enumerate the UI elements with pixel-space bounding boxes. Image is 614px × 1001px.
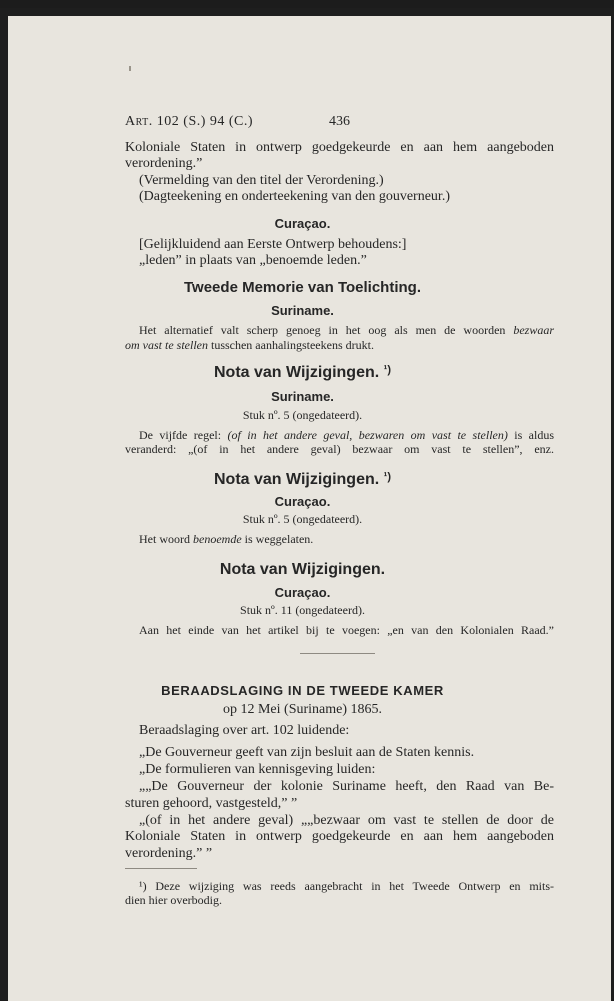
footnote-line: ¹) Deze wijziging was reeds aangebracht in het Tweede Ontwerp en mits-: [139, 879, 554, 893]
section-date: op 12 Mei (Suriname) 1865.: [222, 702, 383, 717]
document-reference: Stuk nº. 5 (ongedateerd).: [242, 512, 363, 526]
body-line: sturen gehoord, vastgesteld,” ”: [125, 796, 298, 811]
body-line: Beraadslaging over art. 102 luidende:: [139, 723, 350, 738]
page-number: 436: [329, 114, 350, 129]
body-line: „De Gouverneur geeft van zijn besluit aan de Staten kennis.: [139, 745, 475, 760]
footnote-rule: [125, 868, 197, 869]
body-line: „De formulieren van kennisgeving luiden:: [139, 762, 376, 777]
body-line: (Vermelding van den titel der Verordening.): [139, 173, 384, 188]
body-line: „(of in het andere geval) „„bezwaar om vast te stellen de door de: [139, 813, 554, 828]
body-line: „leden” in plaats van „benoemde leden.”: [139, 253, 367, 268]
page-mark: [129, 66, 131, 71]
document-page: [8, 16, 611, 1001]
section-subheading: Suriname.: [271, 303, 334, 318]
section-heading: Tweede Memorie van Toelichting.: [184, 279, 421, 296]
section-subheading: Curaçao.: [274, 494, 331, 509]
running-header-article: Art. 102 (S.) 94 (C.): [125, 114, 254, 129]
body-line: Het alternatief valt scherp genoeg in het oog als men de woorden bezwaar: [139, 323, 555, 337]
section-heading: BERAADSLAGING IN DE TWEEDE KAMER: [161, 683, 444, 698]
section-heading: Nota van Wijzigingen. $^{^1)}$: [214, 471, 391, 488]
body-line: verordening.” ”: [125, 846, 213, 861]
body-line: verordening.”: [125, 156, 203, 171]
footnote-marker: ¹): [139, 879, 147, 893]
body-line: Koloniale Staten in ontwerp goedgekeurde en aan hem aangeboden: [125, 140, 554, 155]
body-line: om vast te stellen tusschen aanhalingsteekens drukt.: [125, 338, 374, 352]
body-line: Het woord benoemde is weggelaten.: [139, 532, 314, 546]
section-heading: Nota van Wijzigingen.: [219, 561, 386, 578]
document-reference: Stuk nº. 5 (ongedateerd).: [242, 408, 363, 422]
footnote-reference[interactable]: ¹): [383, 364, 391, 376]
body-line: [Gelijkluidend aan Eerste Ontwerp behoudens:]: [139, 237, 407, 252]
section-subheading: Curaçao.: [274, 585, 331, 600]
section-subheading: Curaçao.: [274, 216, 331, 231]
scan-background: [0, 8, 614, 1000]
document-reference: Stuk nº. 11 (ongedateerd).: [240, 603, 365, 617]
body-line: (Dagteekening en onderteekening van den gouverneur.): [139, 189, 450, 204]
body-line: Koloniale Staten in ontwerp goedgekeurde en aan hem aangeboden: [125, 829, 554, 844]
section-divider: [300, 653, 375, 654]
footnote-reference[interactable]: ¹): [383, 471, 391, 483]
body-line: „„De Gouverneur der kolonie Suriname heeft, den Raad van Be-: [139, 779, 554, 794]
body-line: De vijfde regel: (of in het andere geval, bezwaren om vast te stellen) is aldus: [139, 428, 555, 442]
section-subheading: Suriname.: [271, 389, 334, 404]
body-line: Aan het einde van het artikel bij te voegen: „en van den Kolonialen Raad.”: [139, 623, 554, 637]
footnote-line: dien hier overbodig.: [125, 893, 222, 907]
body-line: veranderd: „(of in het andere geval) bezwaar om vast te stellen”, enz.: [125, 442, 554, 456]
section-heading: Nota van Wijzigingen. $^{^1)}$: [214, 364, 391, 381]
